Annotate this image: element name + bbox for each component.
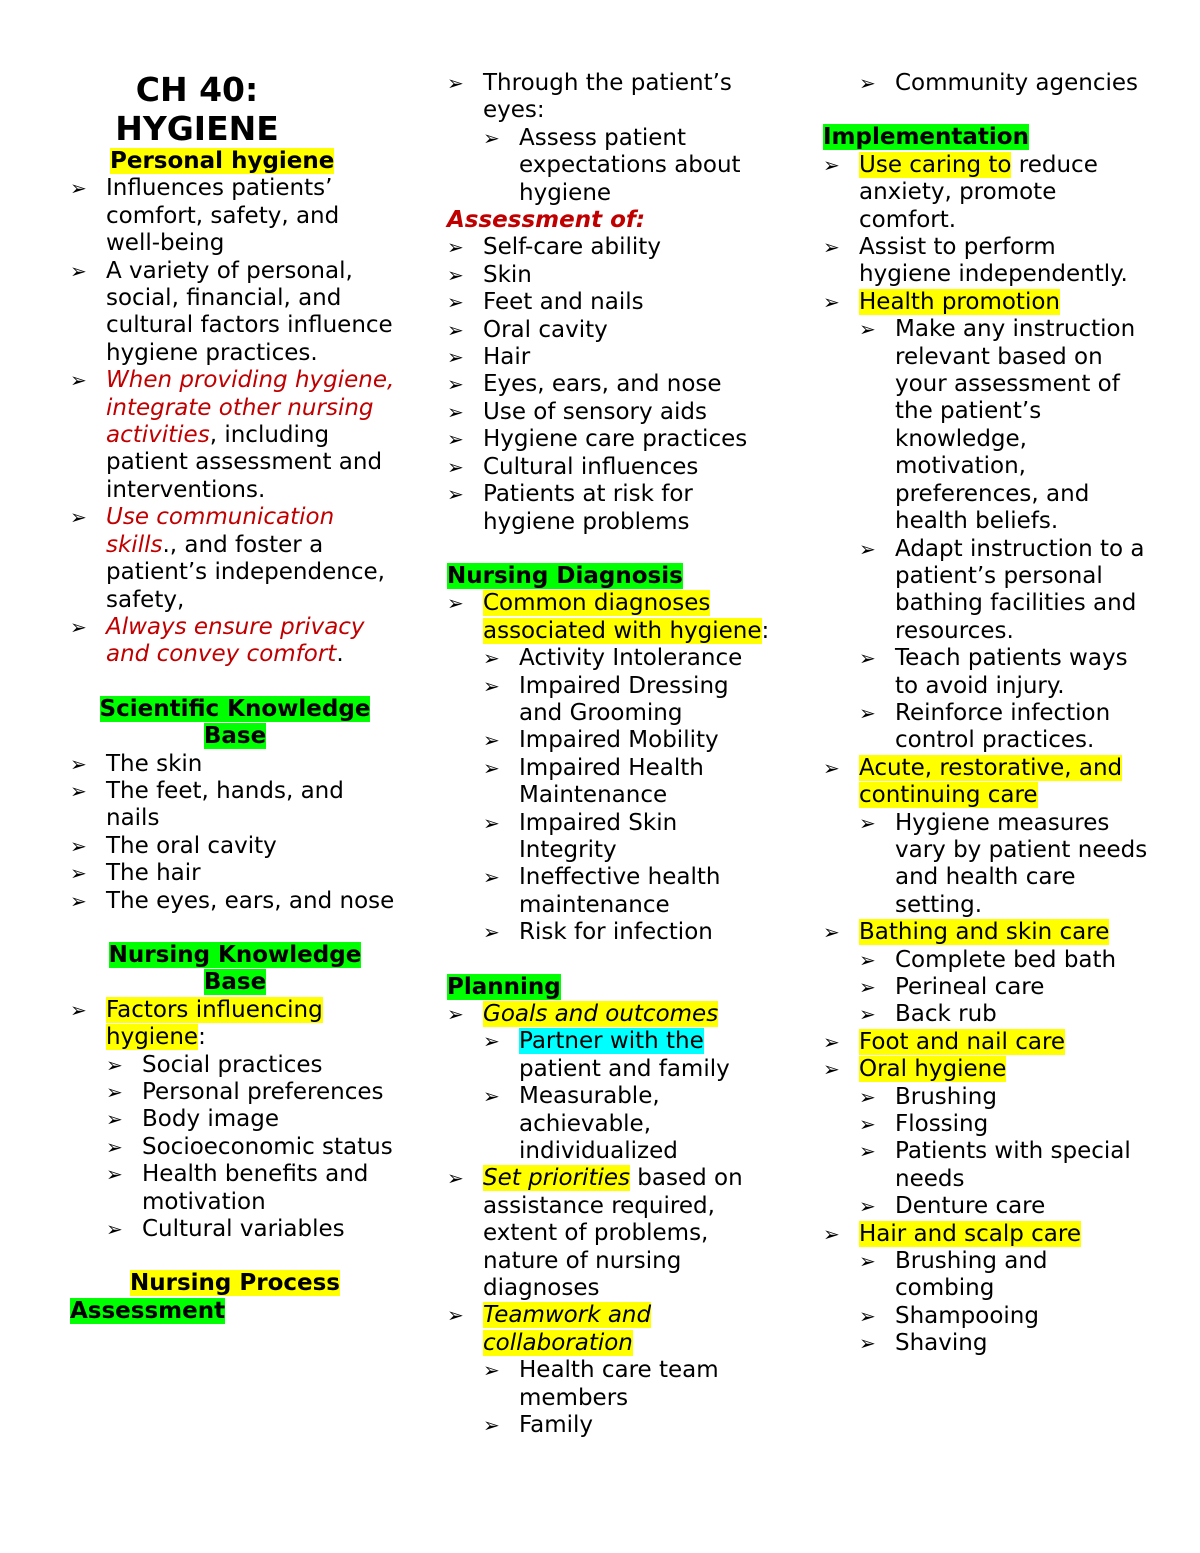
list-item: ➢ Foot and nail care <box>823 1029 1153 1056</box>
list-item: ➢ Make any instruction relevant based on your assessment of the patient’s knowledge, motivation, preferences, and health beliefs. <box>823 316 1153 535</box>
heading-scientific-knowledge: Scientific Knowledge Base <box>99 695 371 750</box>
list-item: ➢ Assess patient expectations about hygiene <box>447 125 777 207</box>
column-1 <box>70 70 400 1325</box>
column-3 <box>823 70 1153 1358</box>
list-item: ➢ Oral hygiene <box>823 1056 1153 1083</box>
list-item: ➢ Shampooing <box>823 1303 1153 1330</box>
list-item: ➢ Health benefits and motivation <box>70 1161 400 1216</box>
heading-implementation: Implementation <box>823 124 1029 151</box>
list-item: ➢ Back rub <box>823 1001 1153 1028</box>
list-item: ➢ Ineffective health maintenance <box>447 864 777 919</box>
list-item: ➢ Shaving <box>823 1330 1153 1357</box>
list-item: ➢ Impaired Skin Integrity <box>447 810 777 865</box>
list-item: ➢ Patients at risk for hygiene problems <box>447 481 777 536</box>
list-item: ➢ Assist to perform hygiene independently. <box>823 234 1153 289</box>
page-title: CH 40: HYGIENE <box>115 70 279 148</box>
list-item: ➢ Reinforce infection control practices. <box>823 700 1153 755</box>
heading-personal-hygiene: Personal hygiene <box>110 148 335 174</box>
list-item: ➢ Impaired Mobility <box>447 727 777 754</box>
list-item: ➢ Teamwork and collaboration <box>447 1302 777 1357</box>
list-item: ➢ Through the patient’s eyes: <box>447 70 777 125</box>
heading-nursing-diagnosis: Nursing Diagnosis <box>447 562 683 589</box>
list-item: ➢ The skin <box>70 751 400 778</box>
list-item: ➢ Social practices <box>70 1052 400 1079</box>
list-item: ➢ Common diagnoses associated with hygiene: <box>447 590 777 645</box>
list-item: ➢ Impaired Dressing and Grooming <box>447 673 777 728</box>
list-item: ➢ Influences patients’ comfort, safety, and well-being <box>70 175 400 257</box>
list-item: ➢ A variety of personal, social, financial, and cultural factors influence hygiene practices. <box>70 258 400 368</box>
list-item: ➢ Use caring to reduce anxiety, promote comfort. <box>823 152 1153 234</box>
list-item: ➢ Acute, restorative, and continuing care <box>823 755 1153 810</box>
list-item: ➢ Hygiene measures vary by patient needs and health care setting. <box>823 810 1153 920</box>
heading-nursing-knowledge: Nursing Knowledge Base <box>108 941 362 996</box>
list-item: ➢ When providing hygiene, integrate other nursing activities, including patient assessment and interventions. <box>70 367 400 504</box>
column-2 <box>447 70 777 1440</box>
list-item: ➢ Bathing and skin care <box>823 919 1153 946</box>
heading-nursing-process: Nursing Process <box>130 1270 340 1297</box>
list-item: ➢ Activity Intolerance <box>447 645 777 672</box>
list-item: ➢ Feet and nails <box>447 289 777 316</box>
list-item: ➢ The oral cavity <box>70 833 400 860</box>
list-item: ➢ Health promotion <box>823 289 1153 316</box>
list-item: ➢ Socioeconomic status <box>70 1134 400 1161</box>
list-item: ➢ Denture care <box>823 1193 1153 1220</box>
list-item: ➢ Risk for infection <box>447 919 777 946</box>
list-item: ➢ Flossing <box>823 1111 1153 1138</box>
list-item: ➢ Use communication skills., and foster a patient’s independence, safety, <box>70 504 400 614</box>
list-item: ➢ Brushing and combing <box>823 1248 1153 1303</box>
list-item: ➢ Perineal care <box>823 974 1153 1001</box>
list-item: ➢ Body image <box>70 1106 400 1133</box>
list-item: ➢ Self-care ability <box>447 234 777 261</box>
list-item: ➢ Always ensure privacy and convey comfort. <box>70 614 400 669</box>
list-item: ➢ Set priorities based on assistance required, extent of problems, nature of nursing diagnoses <box>447 1165 777 1302</box>
list-item: ➢ Family <box>447 1412 777 1439</box>
list-item: ➢ Eyes, ears, and nose <box>447 371 777 398</box>
heading-assessment: Assessment <box>70 1297 226 1324</box>
list-item: ➢ Hygiene care practices <box>447 426 777 453</box>
list-item: ➢ The eyes, ears, and nose <box>70 888 400 915</box>
list-item: ➢ Skin <box>447 262 777 289</box>
list-item: ➢ Adapt instruction to a patient’s personal bathing facilities and resources. <box>823 536 1153 646</box>
list-item: ➢ Partner with the patient and family <box>447 1028 777 1083</box>
list-item: ➢ Oral cavity <box>447 317 777 344</box>
list-item: ➢ Measurable, achievable, individualized <box>447 1083 777 1165</box>
heading-assessment-of: Assessment of: <box>447 207 646 234</box>
list-item: ➢ Goals and outcomes <box>447 1001 777 1028</box>
list-item: ➢ Hair and scalp care <box>823 1221 1153 1248</box>
list-item: ➢ Cultural influences <box>447 454 777 481</box>
list-item: ➢ Personal preferences <box>70 1079 400 1106</box>
list-item: ➢ Teach patients ways to avoid injury. <box>823 645 1153 700</box>
list-item: ➢ Complete bed bath <box>823 947 1153 974</box>
list-item: ➢ Impaired Health Maintenance <box>447 755 777 810</box>
list-item: ➢ Patients with special needs <box>823 1138 1153 1193</box>
list-item: ➢ Hair <box>447 344 777 371</box>
list-item: ➢ The feet, hands, and nails <box>70 778 400 833</box>
heading-planning: Planning <box>447 973 561 1000</box>
list-item: ➢ The hair <box>70 860 400 887</box>
list-item: ➢ Cultural variables <box>70 1216 400 1243</box>
list-item: ➢ Health care team members <box>447 1357 777 1412</box>
list-item: ➢ Community agencies <box>823 70 1153 97</box>
list-item: ➢ Factors influencing hygiene: <box>70 997 400 1052</box>
list-item: ➢ Brushing <box>823 1084 1153 1111</box>
list-item: ➢ Use of sensory aids <box>447 399 777 426</box>
